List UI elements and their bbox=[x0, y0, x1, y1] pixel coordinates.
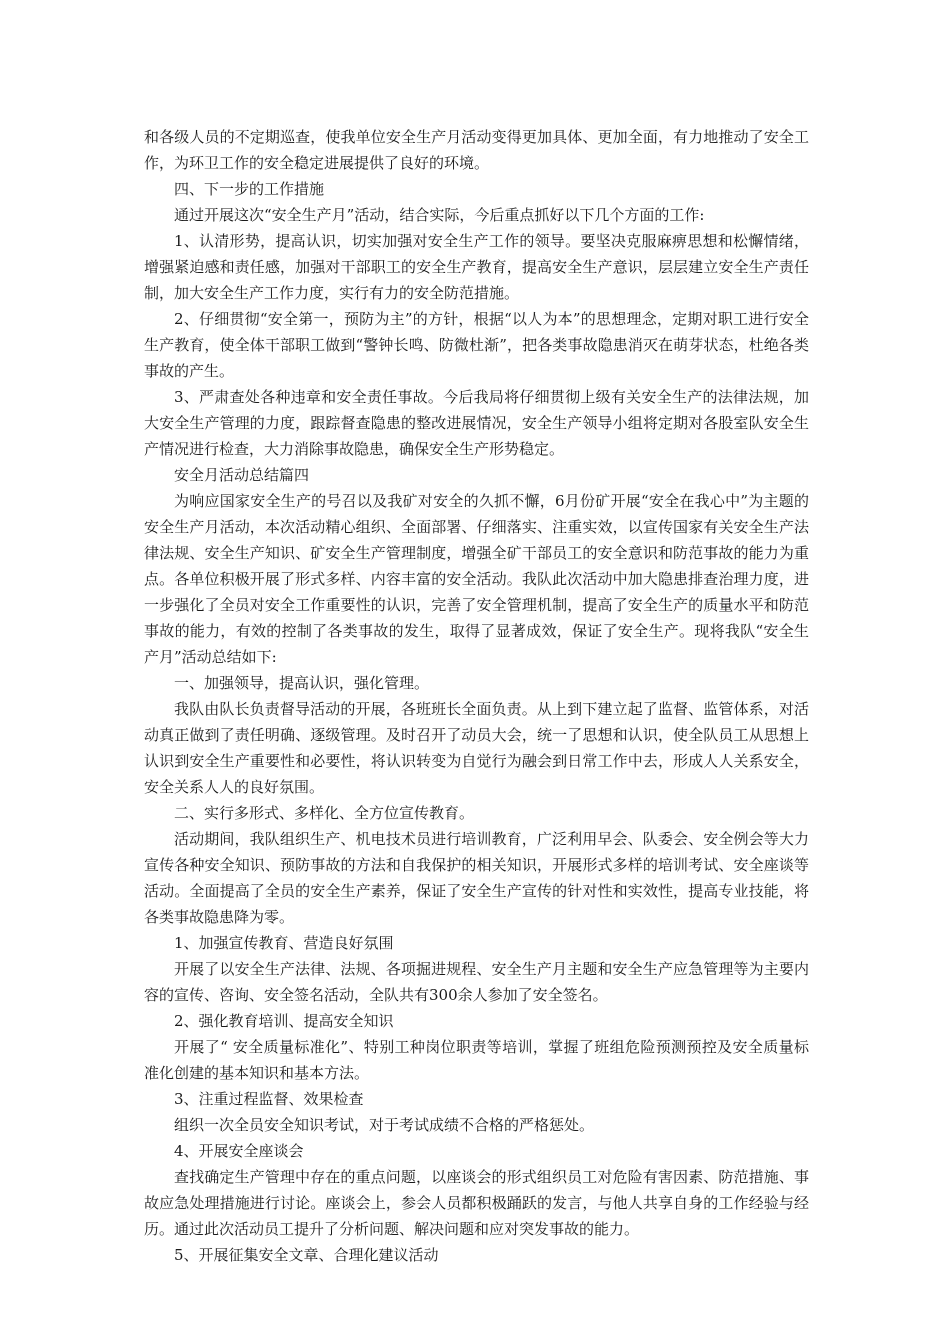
paragraph: 查找确定生产管理中存在的重点问题，以座谈会的形式组织员工对危险有害因素、防范措施、事故应急处理措施进行讨论。座谈会上，参会人员都积极踊跃的发言，与他人共享自身的工作经验与经历。通过此次活动员工提升了分析问题、解决问题和应对突发事故的能力。 bbox=[144, 1168, 809, 1238]
paragraph: 开展了以安全生产法律、法规、各项掘进规程、安全生产月主题和安全生产应急管理等为主要内容的宣传、咨询、安全签名活动，全队共有300余人参加了安全签名。 bbox=[144, 960, 809, 1004]
section-heading: 二、实行多形式、多样化、全方位宣传教育。 bbox=[174, 804, 475, 822]
paragraph: 和各级人员的不定期巡查，使我单位安全生产月活动变得更加具体、更加全面，有力地推动了安全工作，为环卫工作的安全稳定进展提供了良好的环境。 bbox=[144, 128, 809, 172]
paragraph: 通过开展这次“安全生产月”活动，结合实际，今后重点抓好以下几个方面的工作: bbox=[174, 206, 705, 224]
paragraph: 我队由队长负责督导活动的开展，各班班长全面负责。从上到下建立起了监督、监管体系，对活动真正做到了责任明确、逐级管理。及时召开了动员大会，统一了思想和认识，使全队员工从思想上认识到安全生产重要性和必要性，将认识转变为自觉行为融会到日常工作中去，形成人人关系安全，安全关系人人的良好氛围。 bbox=[144, 700, 809, 796]
section-heading: 四、下一步的工作措施 bbox=[174, 180, 325, 198]
list-item: 3、严肃查处各种违章和安全责任事故。今后我局将仔细贯彻上级有关安全生产的法律法规，加大安全生产管理的力度，跟踪督查隐患的整改进展情况，安全生产领导小组将定期对各股室队安全生产情况进行检查，大力消除事故隐患，确保安全生产形势稳定。 bbox=[144, 388, 809, 458]
paragraph: 开展了“ 安全质量标准化”、特别工种岗位职责等培训，掌握了班组危险预测预控及安全质量标准化创建的基本知识和基本方法。 bbox=[144, 1038, 809, 1082]
subheading: 3、注重过程监督、效果检查 bbox=[174, 1090, 364, 1108]
section-heading: 一、加强领导，提高认识，强化管理。 bbox=[174, 674, 430, 692]
article-title: 安全月活动总结篇四 bbox=[174, 466, 310, 484]
subheading: 4、开展安全座谈会 bbox=[174, 1142, 304, 1160]
list-item: 2、仔细贯彻“安全第一，预防为主”的方针，根据“以人为本”的思想理念，定期对职工进行安全生产教育，使全体干部职工做到“警钟长鸣、防微杜渐”，把各类事故隐患消灭在萌芽状态，杜绝各类事故的产生。 bbox=[144, 310, 809, 380]
subheading: 1、加强宣传教育、营造良好氛围 bbox=[174, 934, 394, 952]
subheading: 2、强化教育培训、提高安全知识 bbox=[174, 1012, 394, 1030]
subheading: 5、开展征集安全文章、合理化建议活动 bbox=[174, 1246, 439, 1264]
paragraph: 组织一次全员安全知识考试，对于考试成绩不合格的严格惩处。 bbox=[174, 1116, 595, 1134]
document-body bbox=[144, 124, 809, 1268]
paragraph: 活动期间，我队组织生产、机电技术员进行培训教育，广泛利用早会、队委会、安全例会等大力宣传各种安全知识、预防事故的方法和自我保护的相关知识，开展形式多样的培训考试、安全座谈等活动。全面提高了全员的安全生产素养，保证了安全生产宣传的针对性和实效性，提高专业技能，将各类事故隐患降为零。 bbox=[144, 830, 809, 926]
paragraph: 为响应国家安全生产的号召以及我矿对安全的久抓不懈，6月份矿开展“安全在我心中”为主题的安全生产月活动，本次活动精心组织、全面部署、仔细落实、注重实效，以宣传国家有关安全生产法律法规、安全生产知识、矿安全生产管理制度，增强全矿干部员工的安全意识和防范事故的能力为重点。各单位积极开展了形式多样、内容丰富的安全活动。我队此次活动中加大隐患排查治理力度，进一步强化了全员对安全工作重要性的认识，完善了安全管理机制，提高了安全生产的质量水平和防范事故的能力，有效的控制了各类事故的发生，取得了显著成效，保证了安全生产。现将我队“安全生产月”活动总结如下: bbox=[144, 492, 809, 666]
list-item: 1、认清形势，提高认识，切实加强对安全生产工作的领导。要坚决克服麻痹思想和松懈情绪，增强紧迫感和责任感，加强对干部职工的安全生产教育，提高安全生产意识，层层建立安全生产责任制，加大安全生产工作力度，实行有力的安全防范措施。 bbox=[144, 232, 809, 302]
